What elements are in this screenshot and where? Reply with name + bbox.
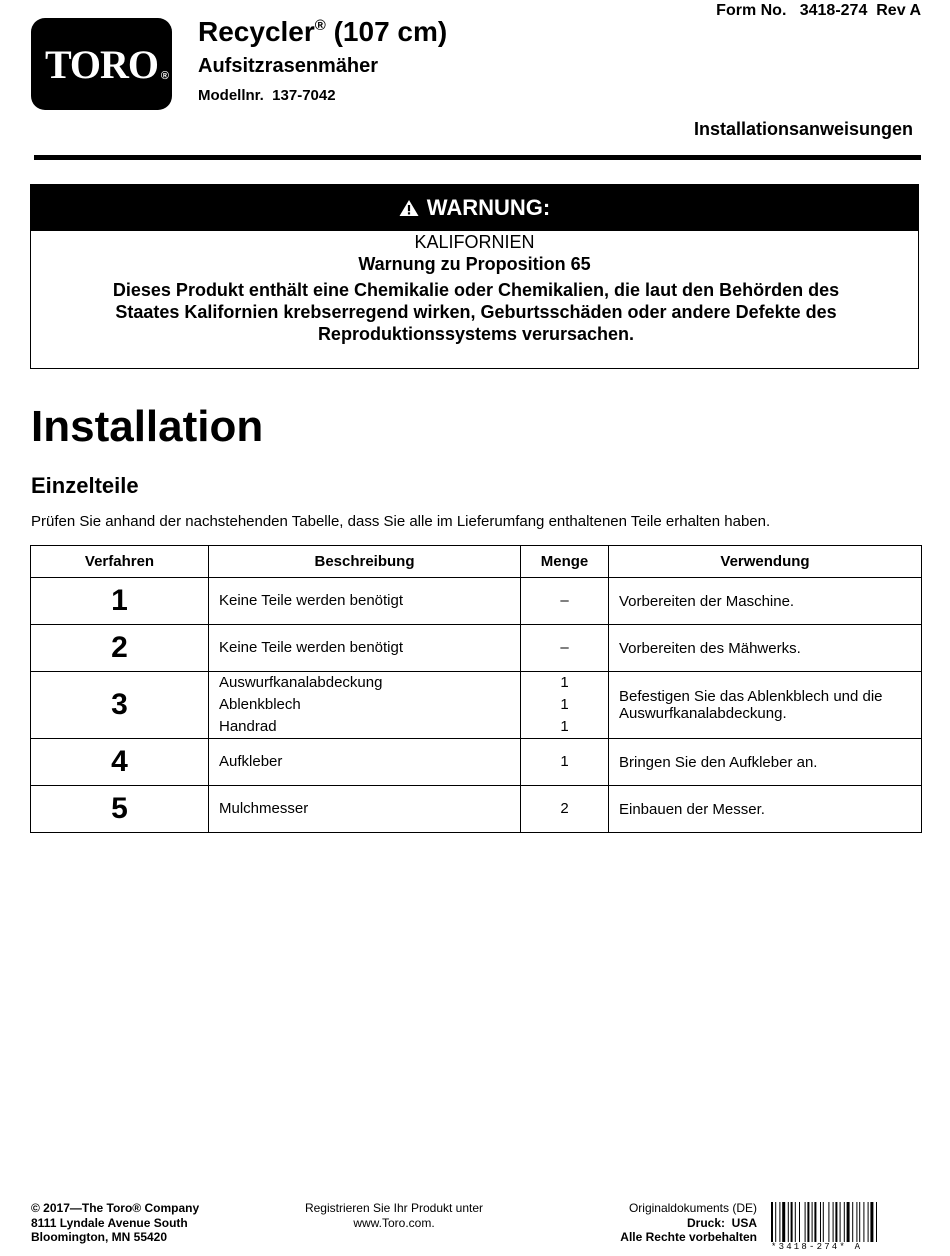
column-header: Verwendung bbox=[609, 546, 922, 578]
part-description: Keine Teile werden benötigt bbox=[209, 578, 521, 625]
product-registered-mark: ® bbox=[314, 17, 326, 34]
warning-heading: WARNUNG: bbox=[426, 195, 551, 220]
table-header-row bbox=[31, 546, 922, 578]
table-row bbox=[31, 578, 922, 625]
warning-body: Dieses Produkt enthält eine Chemikalie oder Chemikalien, die laut den Behörden des Staates Kalifornien krebserregend wirken, Geburtsschäden oder andere Defekte des Reproduktionssystems verursachen. bbox=[112, 280, 840, 344]
step-number: 1 bbox=[31, 578, 209, 625]
table-row bbox=[31, 786, 922, 833]
register-text: Registrieren Sie Ihr Produkt unter bbox=[304, 1201, 484, 1215]
registration-note bbox=[280, 1201, 508, 1230]
part-quantity: 1 bbox=[560, 718, 569, 735]
barcode-text: *3418-274* A bbox=[771, 1242, 863, 1252]
subsection-title: Einzelteile bbox=[31, 473, 139, 498]
part-quantity: 1 bbox=[560, 674, 569, 691]
rights-line: Alle Rechte vorbehalten bbox=[620, 1230, 757, 1244]
product-name: Recycler bbox=[198, 16, 315, 47]
warning-region: KALIFORNIEN bbox=[414, 232, 535, 252]
warning-banner bbox=[31, 185, 918, 231]
step-number: 2 bbox=[31, 625, 209, 672]
part-quantity: 1 bbox=[521, 739, 609, 786]
column-header: Verfahren bbox=[31, 546, 209, 578]
original-doc-line: Originaldokuments (DE) bbox=[628, 1201, 757, 1215]
part-quantity-list bbox=[521, 672, 609, 739]
product-title bbox=[198, 16, 447, 48]
print-location: Druck: USA bbox=[686, 1215, 757, 1230]
prop65-warning bbox=[30, 184, 919, 369]
part-quantity: 1 bbox=[560, 696, 569, 713]
part-use: Einbauen der Messer. bbox=[609, 786, 922, 833]
part-use: Vorbereiten des Mähwerks. bbox=[609, 625, 922, 672]
part-use: Vorbereiten der Maschine. bbox=[609, 578, 922, 625]
intro-text: Prüfen Sie anhand der nachstehenden Tabelle, dass Sie alle im Lieferumfang enthaltenen Teile erhalten haben. bbox=[31, 513, 771, 530]
part-description: Mulchmesser bbox=[209, 786, 521, 833]
table-row bbox=[31, 739, 922, 786]
part-description: Aufkleber bbox=[209, 739, 521, 786]
part-quantity: – bbox=[521, 578, 609, 625]
step-number: 3 bbox=[31, 672, 209, 739]
model-number: Modellnr. 137-7042 bbox=[198, 87, 336, 104]
document-type: Installationsanweisungen bbox=[693, 119, 913, 139]
company-address bbox=[31, 1201, 199, 1245]
product-size: (107 cm) bbox=[325, 16, 448, 47]
part-description: Handrad bbox=[219, 718, 277, 735]
part-description: Keine Teile werden benötigt bbox=[209, 625, 521, 672]
header-divider bbox=[34, 155, 921, 160]
column-header: Beschreibung bbox=[209, 546, 521, 578]
table-row bbox=[31, 625, 922, 672]
toro-logo bbox=[31, 18, 172, 110]
part-use: Befestigen Sie das Ablenkblech und die Auswurfkanalabdeckung. bbox=[609, 672, 922, 739]
logo-wordmark: TORO ® bbox=[44, 41, 169, 87]
address-line: 8111 Lyndale Avenue South bbox=[31, 1215, 188, 1230]
warning-proposition: Warnung zu Proposition 65 bbox=[358, 254, 591, 274]
table-row bbox=[31, 672, 922, 739]
product-type: Aufsitzrasenmäher bbox=[198, 55, 379, 77]
barcode-icon bbox=[771, 1202, 921, 1242]
part-quantity: 2 bbox=[521, 786, 609, 833]
parts-table bbox=[30, 545, 922, 833]
register-url: www.Toro.com. bbox=[353, 1215, 435, 1230]
copyright-line: © 2017—The Toro® Company bbox=[31, 1201, 200, 1215]
part-description: Ablenkblech bbox=[219, 696, 301, 713]
step-number: 4 bbox=[31, 739, 209, 786]
print-info bbox=[620, 1201, 757, 1245]
step-number: 5 bbox=[31, 786, 209, 833]
part-quantity: – bbox=[521, 625, 609, 672]
part-description: Auswurfkanalabdeckung bbox=[219, 674, 383, 691]
form-number: Form No. 3418-274 Rev A bbox=[716, 2, 921, 19]
city-line: Bloomington, MN 55420 bbox=[31, 1230, 168, 1244]
column-header: Menge bbox=[521, 546, 609, 578]
warning-triangle-icon bbox=[399, 199, 419, 217]
part-description-list bbox=[209, 672, 521, 739]
logo-registered-mark: ® bbox=[160, 69, 169, 82]
part-use: Bringen Sie den Aufkleber an. bbox=[609, 739, 922, 786]
section-title: Installation bbox=[31, 402, 264, 451]
